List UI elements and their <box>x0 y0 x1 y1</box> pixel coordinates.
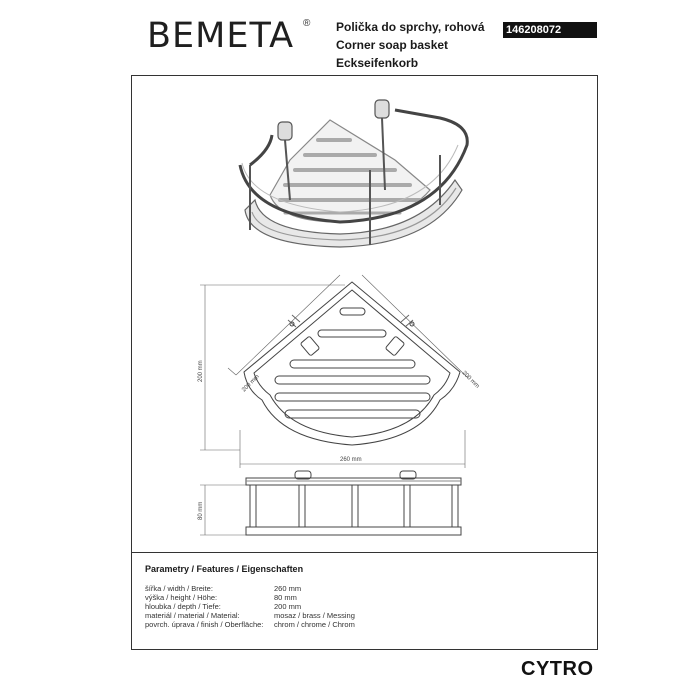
spec-value: 260 mm <box>274 584 302 593</box>
dim-width-label: 260 mm <box>340 457 362 463</box>
spec-label: materiál / material / Material: <box>145 611 240 620</box>
title-en: Corner soap basket <box>336 38 449 52</box>
dim-height-top-label: 200 mm <box>198 360 204 382</box>
side-view-drawing <box>246 471 461 535</box>
spec-value: chrom / chrome / Chrom <box>274 620 355 629</box>
registered-mark: ® <box>303 18 311 29</box>
spec-value: 80 mm <box>274 593 297 602</box>
features-title: Parametry / Features / Eigenschaften <box>145 564 304 574</box>
top-view-drawing <box>244 282 460 445</box>
spec-label: výška / height / Höhe: <box>145 593 218 602</box>
brand-logo: BEMETA <box>147 16 295 56</box>
spec-value: mosaz / brass / Messing <box>274 611 355 620</box>
spec-value: 200 mm <box>274 602 302 611</box>
title-de: Eckseifenkorb <box>336 56 419 70</box>
spec-label: šířka / width / Breite: <box>145 584 213 593</box>
dim-depth-left-label: 200 mm <box>241 373 261 394</box>
spec-label: povrch. úprava / finish / Oberfläche: <box>145 620 264 629</box>
title-cz: Polička do sprchy, rohová <box>336 20 485 34</box>
series-name: CYTRO <box>521 658 594 680</box>
product-illustration <box>240 100 467 247</box>
dim-side-height-label: 80 mm <box>198 501 204 520</box>
dim-depth-right-label: 200 mm <box>460 370 481 390</box>
product-code-badge: 146208072 <box>503 22 597 38</box>
spec-label: hloubka / depth / Tiefe: <box>145 602 221 611</box>
